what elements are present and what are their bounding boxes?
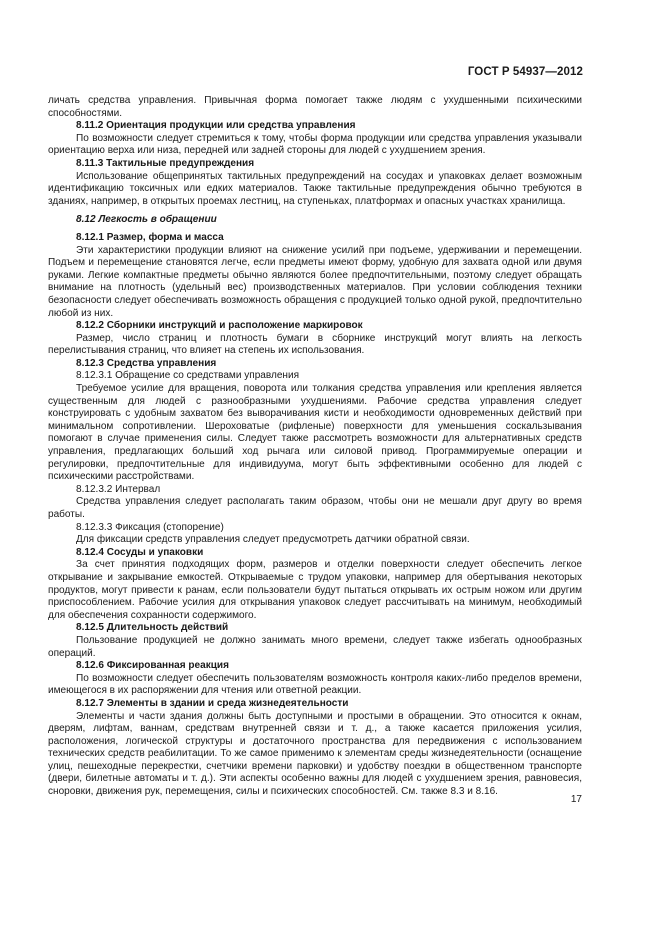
subsection-heading: 8.12.3 Средства управления [76, 357, 217, 369]
body-paragraph: личать средства управления. Привычная форма помогает также людям с ухудшенными психическими способностями. [48, 95, 582, 119]
subsection-heading: 8.11.2 Ориентация продукции или средства управления [76, 120, 356, 132]
standard-number-header: ГОСТ Р 54937—2012 [467, 66, 583, 78]
body-paragraph: За счет принятия подходящих форм, размеров и отделки поверхности следует обеспечить легкое открывание и закрывание емкостей. Открываемые с трудом упаковки, например для обертывания некоторых продуктов, могут привести к ранам, если пользователи будут пытаться открывать их острым ножом или другим приспособлением. Рабочие усилия для открывания упаковок следует рассчитывать на минимум, необходимый для обеспечения сохранности содержимого. [48, 559, 582, 621]
page-number: 17 [570, 794, 582, 805]
subsection-heading: 8.12.4 Сосуды и упаковки [76, 546, 204, 558]
body-paragraph: Для фиксации средств управления следует предусмотреть датчики обратной связи. [76, 534, 470, 546]
subsection-heading: 8.12.5 Длительность действий [76, 622, 229, 634]
clause-heading: 8.12.3.3 Фиксация (стопорение) [76, 521, 224, 533]
body-paragraph: Размер, число страниц и плотность бумаги в сборнике инструкций могут влиять на легкость перелистывания страниц, что влияет на степень их использования. [48, 332, 582, 357]
subsection-heading: 8.12.6 Фиксированная реакция [76, 660, 229, 672]
body-paragraph: По возможности следует обеспечить пользователям возможность контроля каких-либо пределов времени, имеющегося в их распоряжении для чтения или ответной реакции. [48, 672, 582, 697]
subsection-heading: 8.11.3 Тактильные предупреждения [76, 157, 255, 169]
body-paragraph: Пользование продукцией не должно занимать много времени, следует также избегать однообразных операций. [48, 634, 582, 659]
body-paragraph: Элементы и части здания должны быть доступными и простыми в обращении. Это относится к окнам, дверям, лифтам, ваннам, средствам внутренней связи и т. д., а также касается приложения усилия, расположения, логической структуры и достаточного пространства для передвижения с использованием технических средств реабилитации. То же самое применимо к элементам среды жизнедеятельности (оснащение улиц, пешеходные перекрестки, счетчики времени парковки) и удобству поездки в общественном транспорте (двери, билетные автоматы и т. д.). Эти аспекты особенно важны для людей с ухудшением зрения, равновесия, сноровки, движения рук, перемещения, силы и психических способностей. См. также 8.3 и 8.16. [48, 710, 582, 798]
subsection-heading: 8.12.1 Размер, форма и масса [76, 231, 224, 243]
body-paragraph: Эти характеристики продукции влияют на снижение усилий при подъеме, удерживании и перемещении. Подъем и перемещение становятся легче, если предметы имеют форму, удобную для захвата одной или двумя руками. Легкие компактные предметы обычно являются более предпочтительными, поэтому следует обращать внимание на плотность (удельный вес) производственных материалов. При условии соблюдения техники безопасности следует обеспечивать возможность обращения с продукцией только одной рукой, предпочтительно любой из них. [48, 244, 582, 319]
subsection-heading: 8.12.7 Элементы в здании и среда жизнедеятельности [76, 697, 349, 709]
body-paragraph: Средства управления следует располагать таким образом, чтобы они не мешали друг другу во время работы. [48, 496, 582, 520]
clause-heading: 8.12.3.2 Интервал [76, 483, 161, 495]
body-paragraph: Требуемое усилие для вращения, поворота или толкания средства управления или крепления является существенным для людей с разнообразными ухудшениями. Рабочие средства управления следует конструировать с удобным захватом без выворачивания кисти и необходимости одновременных действий при минимальном сопротивлении. Шероховатые (рифленые) поверхности для уменьшения соскальзывания помогают в случае применения силы. Следует также рассмотреть возможности для альтернативных средств управления, предлагающих больший ход рычага или силовой привод. Программируемые операции и регулировки, предпочтительные для индивидуума, могут быть эффективными особенно для людей с психическими расстройствами. [48, 383, 582, 483]
section-heading: 8.12 Легкость в обращении [76, 214, 217, 226]
subsection-heading: 8.12.2 Сборники инструкций и расположение маркировок [76, 320, 363, 332]
body-paragraph: По возможности следует стремиться к тому, чтобы форма продукции или средства управления указывали ориентацию верха или низа, передней или задней стороны для людей с ухудшением зрения. [48, 132, 582, 157]
clause-heading: 8.12.3.1 Обращение со средствами управления [76, 370, 300, 382]
body-paragraph: Использование общепринятых тактильных предупреждений на сосудах и упаковках делает возможным идентификацию токсичных или едких материалов. Также тактильные предупреждения обычно требуются в зданиях, например, в открытых проемах лестниц, на ступеньках, платформах и опасных участках хранилища. [48, 170, 582, 207]
document-body [48, 95, 582, 799]
